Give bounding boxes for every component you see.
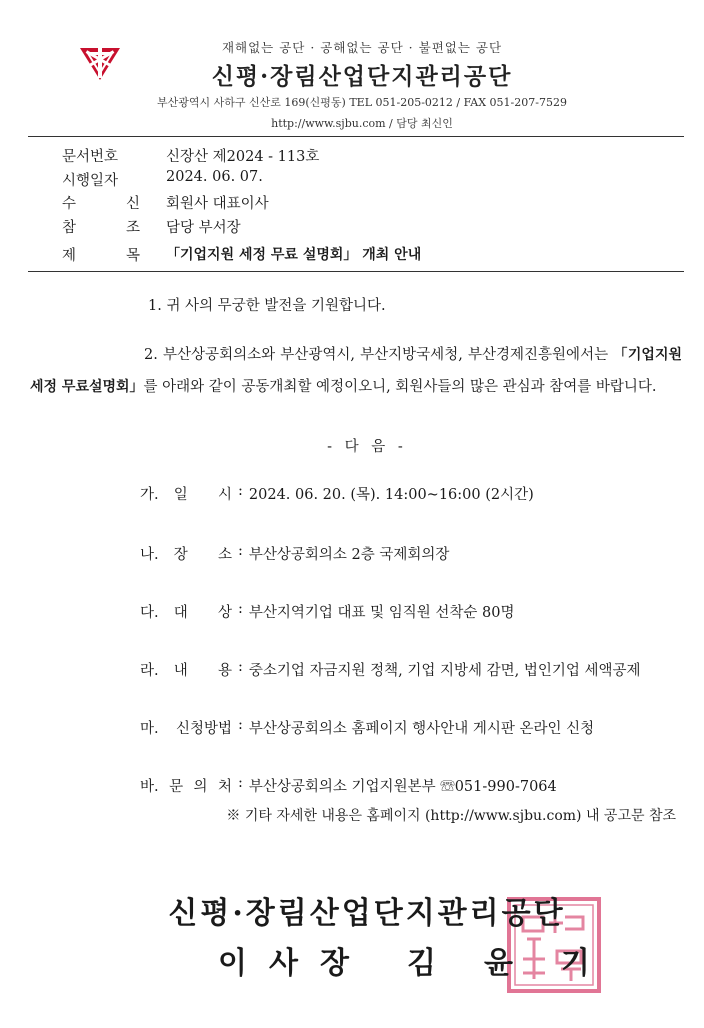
footnote: ※ 기타 자세한 내용은 홈페이지 (http://www.sjbu.com) 내 공고문 참조 [226,808,676,824]
para2-bold-event: 「기업지원 세정 무료설명회」 [30,347,683,395]
detail-item-date: 가. 일 시 : 2024. 06. 20. (목). 14:00~16:00 (2시간) [140,483,534,503]
item-key: 나. 장 소 [140,547,232,563]
item-key: 라. 내 용 [140,663,232,679]
item-value: 부산상공회의소 홈페이지 행사안내 게시판 온라인 신청 [248,721,595,737]
detail-item-apply: 마. 신청방법 : 부산상공회의소 홈페이지 행사안내 게시판 온라인 신청 [140,717,595,737]
header-address: 부산광역시 사하구 신산로 169(신평동) TEL 051-205-0212 / FAX 051-207-7529 [157,96,567,109]
item-value: 부산지역기업 대표 및 임직원 선착순 80명 [248,605,515,621]
header-slogan: 재해없는 공단 · 공해없는 공단 · 불편없는 공단 [221,40,503,55]
meta-to-label: 수 신 [62,196,140,212]
item-key: 마. 신청방법 [140,721,232,737]
item-value: 중소기업 자금지원 정책, 기업 지방세 감면, 법인기업 세액공제 [248,663,641,679]
meta-docno-value: 신장산 제2024 - 113호 [166,149,320,165]
item-value: 부산상공회의소 기업지원본부 ☏051-990-7064 [248,779,557,795]
meta-date-value: 2024. 06. 07. [166,169,263,185]
meta-ref-label: 참 조 [62,220,140,236]
meta-ref-value: 담당 부서장 [166,220,241,236]
header-website: http://www.sjbu.com / 담당 최신인 [271,117,453,130]
item-key: 바. 문 의 처 [140,779,232,795]
meta-subject-value: 「기업지원 세정 무료 설명회」 개최 안내 [166,247,422,263]
meta-docno-row [62,145,319,165]
notice-heading: - 다 음 - [327,439,407,455]
detail-item-contact: 바. 문 의 처 : 부산상공회의소 기업지원본부 ☏051-990-7064 [140,775,557,795]
header-org-title: 신평·장림산업단지관리공단 [211,63,513,90]
body-paragraph-1: 1. 귀 사의 무궁한 발전을 기원합니다. [148,298,386,314]
signature-name: 이 사 장 김 윤 기 [218,946,590,981]
detail-item-place: 나. 장 소 : 부산상공회의소 2층 국제회의장 [140,543,450,563]
signature-org: 신평·장림산업단지관리공단 [168,896,566,931]
item-value: 2024. 06. 20. (목). 14:00~16:00 (2시간) [248,487,534,503]
meta-date-label: 시행일자 [62,173,119,189]
header-divider [28,136,684,137]
detail-item-target: 다. 대 상 : 부산지역기업 대표 및 임직원 선착순 80명 [140,601,515,621]
meta-subject-row [62,244,421,264]
meta-to-row [62,192,269,212]
item-value: 부산상공회의소 2층 국제회의장 [248,547,450,563]
body-paragraph-2 [30,339,682,403]
meta-to-value: 회원사 대표이사 [166,196,269,212]
meta-divider [28,271,684,272]
para2-start: 2. 부산상공회의소와 부산광역시, 부산지방국세청, 부산경제진흥원에서는 [144,347,609,363]
meta-ref-row [62,216,241,236]
meta-date-row [62,169,263,189]
item-key: 다. 대 상 [140,605,232,621]
item-key: 가. 일 시 [140,487,232,503]
detail-item-content: 라. 내 용 : 중소기업 자금지원 정책, 기업 지방세 감면, 법인기업 세액공제 [140,659,641,679]
para2-end: 를 아래와 같이 공동개최할 예정이오니, 회원사들의 많은 관심과 참여를 바랍니다. [143,379,657,395]
meta-docno-label: 문서번호 [62,149,119,165]
meta-subject-label: 제 목 [62,248,140,264]
